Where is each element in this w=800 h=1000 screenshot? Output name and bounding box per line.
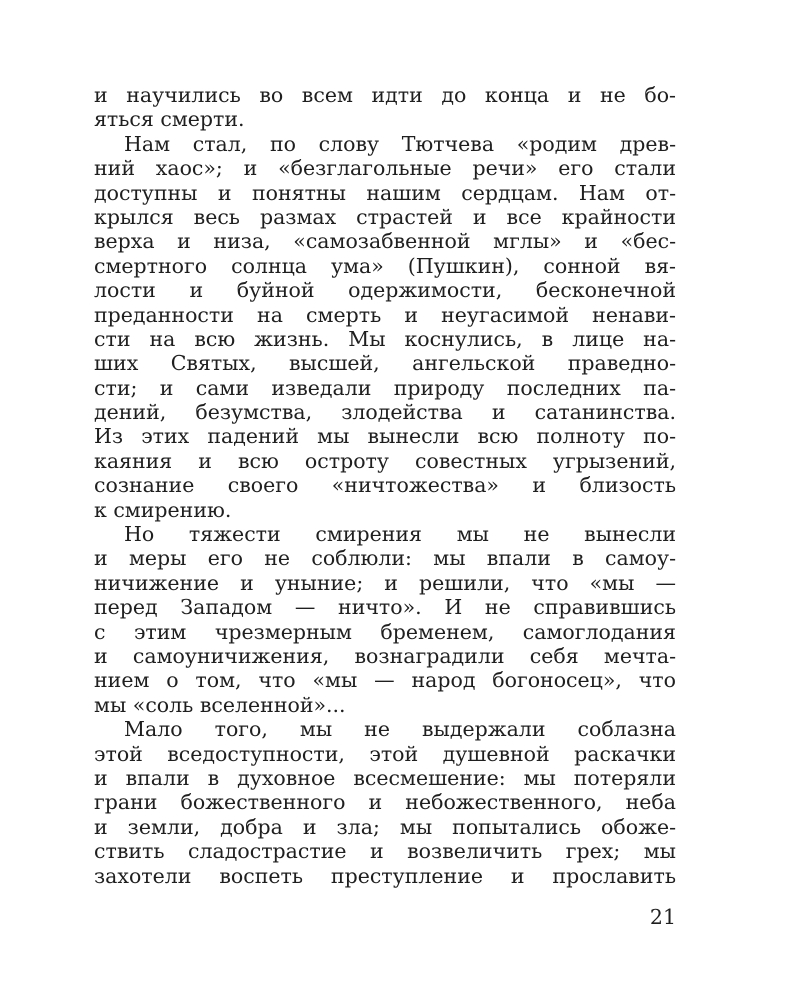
text-line: лости и буйной одержимости, бесконечной [94,278,676,303]
text-line: Но тяжести смирения мы не вынесли [124,522,676,547]
text-line: ний хаос»; и «безглагольные речи» его стали [94,156,676,181]
text-line: нием о том, что «мы — народ богоносец», что [94,668,676,693]
text-line: захотели воспеть преступление и прославить [94,863,676,888]
text-line: Нам стал, по слову Тютчева «родим древ- [124,131,676,156]
text-line: Из этих падений мы вынесли всю полноту по- [94,424,676,449]
text-line: Мало того, мы не выдержали соблазна [124,717,676,742]
text-line: яться смерти. [94,107,245,132]
text-line: к смирению. [94,497,232,522]
text-line: с этим чрезмерным бременем, самоглодания [94,619,676,644]
text-line: преданности на смерть и неугасимой ненави- [94,302,676,327]
text-line: ших Святых, высшей, ангельской праведно- [94,351,676,376]
text-line: сти; и сами изведали природу последних па- [94,375,676,400]
body-text [94,83,676,888]
text-line: верха и низа, «самозабвенной мглы» и «бес- [94,229,676,254]
text-line: ствить сладострастие и возвеличить грех; мы [94,839,676,864]
text-line: сознание своего «ничтожества» и близость [94,473,676,498]
text-line: перед Западом — ничто». И не справившись [94,595,676,620]
text-line: и впали в духовное всесмешение: мы потеряли [94,765,676,790]
text-line: и научились во всем идти до конца и не бо- [94,83,676,107]
text-line: грани божественного и небожественного, неба [94,790,676,815]
text-line: и меры его не соблюли: мы впали в самоу- [94,546,676,571]
text-line: и самоуничижения, вознаградили себя мечта- [94,643,676,668]
text-line: ничижение и уныние; и решили, что «мы — [94,570,676,595]
text-line: каяния и всю остроту совестных угрызений, [94,448,676,473]
text-line: крылся весь размах страстей и все крайности [94,204,676,229]
text-line: и земли, добра и зла; мы попытались обоже- [94,814,676,839]
text-line: доступны и понятны нашим сердцам. Нам от- [94,180,676,205]
text-line: дений, безумства, злодейства и сатанинства. [94,400,676,425]
text-line: этой вседоступности, этой душевной раскачки [94,741,676,766]
page-number: 21 [649,905,676,929]
text-line: смертного солнца ума» (Пушкин), сонной вя- [94,253,676,278]
text-line: сти на всю жизнь. Мы коснулись, в лице на- [94,326,676,351]
text-line: мы «соль вселенной»... [94,692,346,717]
